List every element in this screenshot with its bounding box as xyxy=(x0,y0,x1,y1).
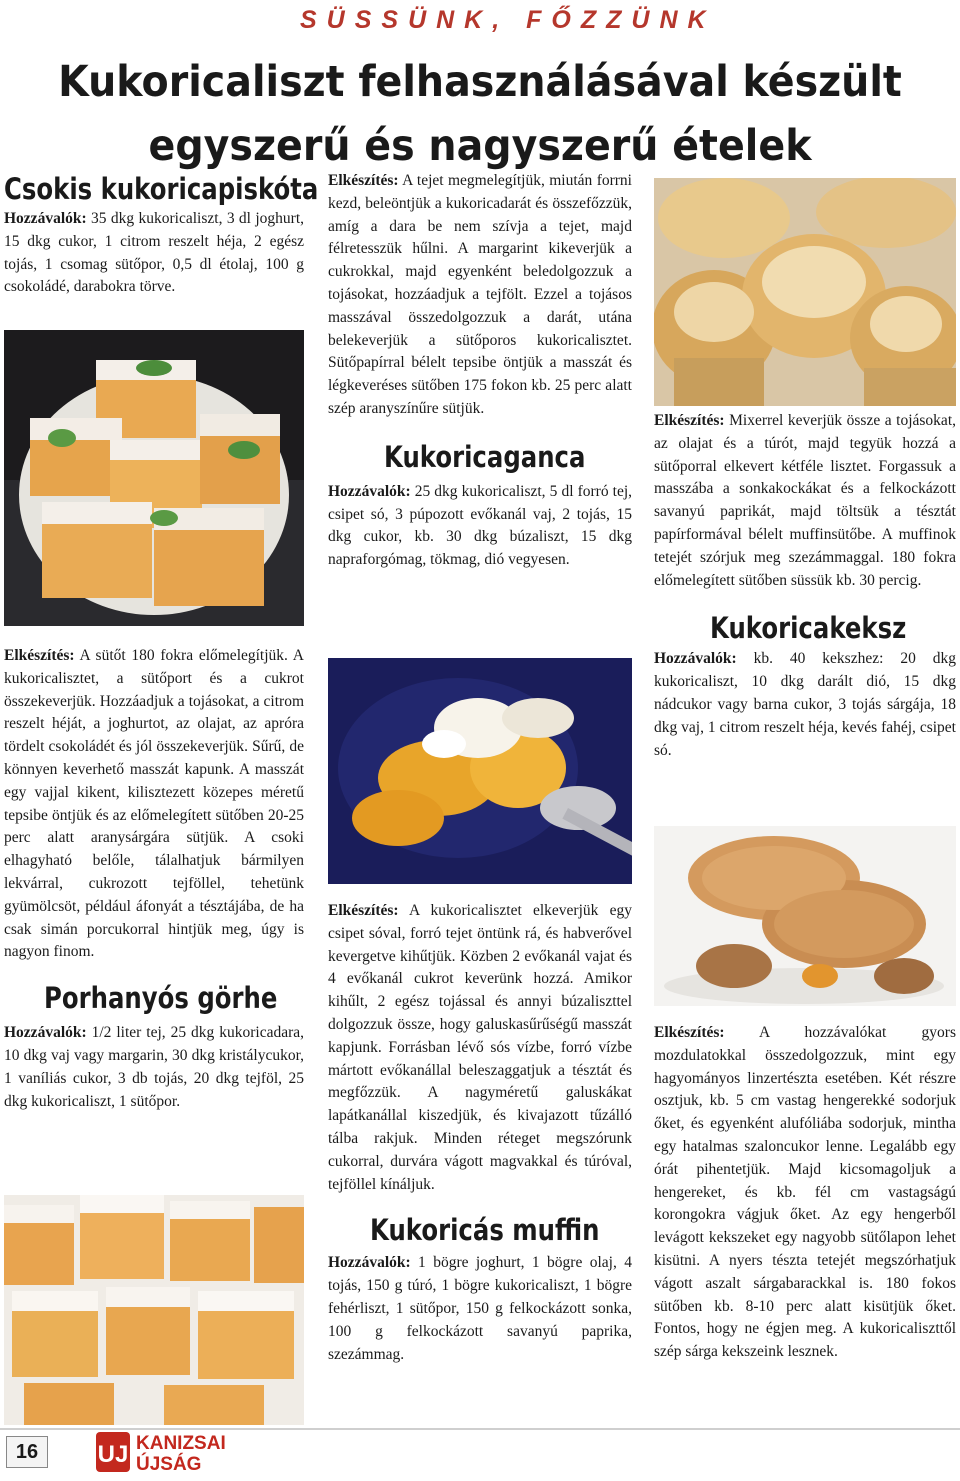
page-title-line-2: egyszerű és nagyszerű ételek xyxy=(148,121,812,171)
preparation-text: A sütőt 180 fokra előmelegítjük. A kukoricalisztet, a sütőport és a cukrot összekeverjük. Hozzáadjuk a tojásokat, a citrom reszelt héját, a joghurtot, az olajat, az apróra tördelt csokoládét és jól összekeverjük. Sűrű, de könnyen keverhető masszát kapunk. A masszát egy vajjal kikent, kilisztezett közepes méretű tepsibe öntjük és az előmelegített sütőben 20-25 perc alatt aranysárgára sütjük. A csoki elhagyható belőle, tálalhatjuk bármilyen lekvárral, cukrozott tejföllel, tehetünk gyümölcsöt, például áfonyát a tésztájába, de ha csak simán porcukorral hintjük meg, úgy is nagyon finom. xyxy=(4,647,304,961)
page-title-line-1: Kukoricaliszt felhasználásával készült xyxy=(58,57,902,107)
preparation-text: A tejet megmelegítjük, miután forrni kezd, beleöntjük a kukoricadarát és összefőzzük, amíg a dara be nem szívja a tejet, majd félretesszük hűlni. A margarint kikeverjük a cukrokkal, majd egyenként beledolgozzuk a tojásokat, hozzáadjuk a tejfölt. Ezzel a tojásos masszával összedolgozzuk a darát, utána belekeverjük a sütőporos kukoricalisztet. Sütőpapírral bélelt tepsibe öntjük a masszát és légkeveréses sütőben 175 fokon kb. 25 perc alatt szép aranyszínűre sütjük. xyxy=(328,172,632,417)
recipe-title-muffin: Kukoricás muffin xyxy=(370,1213,600,1248)
recipe-keksz-preparation xyxy=(654,1022,956,1364)
recipe-title-keksz: Kukoricakeksz xyxy=(710,611,907,646)
preparation-label: Elkészítés: xyxy=(654,1024,725,1041)
recipe-title-ganca: Kukoricaganca xyxy=(384,439,586,474)
photo-gorhe xyxy=(4,1195,304,1425)
recipe-piskota-ingredients xyxy=(4,208,304,299)
masthead-line-2: ÚJSÁG xyxy=(136,1454,202,1475)
ingredients-label: Hozzávalók: xyxy=(4,210,87,227)
photo-keksz xyxy=(654,826,956,1006)
recipe-ganca-ingredients xyxy=(328,481,632,572)
recipe-keksz-ingredients xyxy=(654,648,956,762)
ingredients-text: 1 bögre joghurt, 1 bögre olaj, 4 tojás, 150 g túró, 1 bögre kukoricaliszt, 1 bögre fehérliszt, 1 sütőpor, 150 g felkockázott sonka, 100 g felkockázott savanyú paprika, szezámmag. xyxy=(328,1254,632,1363)
section-label: SÜSSÜNK, FŐZZÜNK xyxy=(300,6,716,34)
preparation-label: Elkészítés: xyxy=(328,902,399,919)
ingredients-text: kb. 40 kekszhez: 20 dkg kukoricaliszt, 10 dkg darált dió, 15 dkg nádcukor vagy barna cukor, 3 tojás sárgája, 18 dkg vaj, 1 citrom reszelt héja, kevés fahéj, csipet só. xyxy=(654,650,956,759)
recipe-title-gorhe: Porhanyós görhe xyxy=(44,981,278,1016)
recipe-piskota-intro xyxy=(4,170,319,299)
preparation-label: Elkészítés: xyxy=(328,172,399,189)
masthead-logo-letters: UJ xyxy=(97,1441,129,1468)
recipe-piskota-preparation xyxy=(4,645,304,1113)
masthead-line-1: KANIZSAI xyxy=(136,1433,226,1454)
photo-piskota xyxy=(4,330,304,626)
recipe-muffin-preparation xyxy=(654,410,956,762)
ingredients-label: Hozzávalók: xyxy=(654,650,737,668)
recipe-gorhe-ingredients xyxy=(4,1022,304,1113)
page-title xyxy=(57,50,903,178)
preparation-label: Elkészítés: xyxy=(654,412,725,429)
recipe-muffin-ingredients xyxy=(328,1252,632,1366)
ingredients-label: Hozzávalók: xyxy=(328,482,411,500)
ingredients-text: 1/2 liter tej, 25 dkg kukoricadara, 10 dkg vaj vagy margarin, 30 dkg kristálycukor, 1 vaníliás cukor, 3 db tojás, 20 dkg tejföl, 25 dkg kukoricaliszt, 1 sütőpor. xyxy=(4,1024,304,1110)
page-number: 16 xyxy=(6,1436,48,1468)
photo-ganca xyxy=(328,658,632,884)
preparation-text: A kukoricalisztet elkeverjük egy csipet sóval, forró tejet öntünk rá, és habverővel kevergetve kihűtjük. Közben 2 evőkanál vajat és 4 evőkanál cukrot keverünk hozzá. Amikor kihűlt, 2 egész tojással és annyi búzaliszttel dolgozzuk össze, hogy galuskasűrűségű masszát kapjunk. Forrásban lévő sós vízbe, forró vízbe mártott evőkanállal beleszaggatjuk a tésztát és megfőzzük. A nagyméretű galuskákat lapátkanállal kiszedjük, és kivajazott tűzálló tálba rakjuk. Minden réteget megszórunk cukorral, durvára vágott magvakkal és túróval, tejföllel kínáljuk. xyxy=(328,902,632,1193)
ingredients-text: 35 dkg kukoricaliszt, 3 dl joghurt, 15 dkg cukor, 1 citrom reszelt héja, 2 egész tojás, 1 csomag sütőpor, 0,5 dl étolaj, 100 g csokoládé, darabokra törve. xyxy=(4,210,305,296)
recipe-title-piskota: Csokis kukoricapiskóta xyxy=(4,172,319,206)
preparation-text: A hozzávalókat gyors mozdulatokkal összedolgozzuk, mint egy hagyományos linzertészta esetében. Két részre osztjuk, kb. 5 cm vastag hengerekké sodorjuk őket, és egyenként alufóliába sodorjuk, mintha egy hatalmas szaloncukor lenne. Legalább egy órát pihentetjük. Majd kicsomagoljuk a hengereket, és kb. fél cm vastagságú korongokra vágjuk őket. Az egy hengerből levágott kekszeket egy nagyobb sütőlapon lehet kisütni. A nyers tészta tetejét megszórhatjuk vágott aszalt sárgabarackkal is. 180 fokos sütőben kb. 8-10 perc alatt kisütjük őket. Fontos, hogy ne égjen meg. A kukoricaliszttől szép sárga kekszeink lesznek. xyxy=(654,1024,956,1361)
ingredients-label: Hozzávalók: xyxy=(328,1254,411,1272)
recipe-gorhe-preparation xyxy=(328,170,632,572)
preparation-text: Mixerrel keverjük össze a tojásokat, az olajat és a túrót, majd tegyük hozzá a sütőporral elkevert kétféle lisztet. Forgassuk a masszába a sonkakockákat és a felkockázott savanyú paprikát, majd töltsük a tésztát papírformával bélelt muffinsütőbe. A muffinok tetejét szórjuk meg szezámmaggal. 180 fokra előmelegített sütőben süssük kb. 30 percig. xyxy=(654,412,956,589)
ingredients-text: 25 dkg kukoricaliszt, 5 dl forró tej, csipet só, 3 púpozott evőkanál vaj, 2 tojás, 15 dkg cukor, kb. 30 dkg búzaliszt, 15 dkg napraforgómag, tökmag, dió vegyesen. xyxy=(328,482,633,569)
preparation-label: Elkészítés: xyxy=(4,647,75,664)
recipe-ganca-preparation xyxy=(328,900,632,1366)
ingredients-label: Hozzávalók: xyxy=(4,1024,87,1042)
masthead-logo xyxy=(94,1428,254,1476)
photo-muffin xyxy=(654,178,956,406)
